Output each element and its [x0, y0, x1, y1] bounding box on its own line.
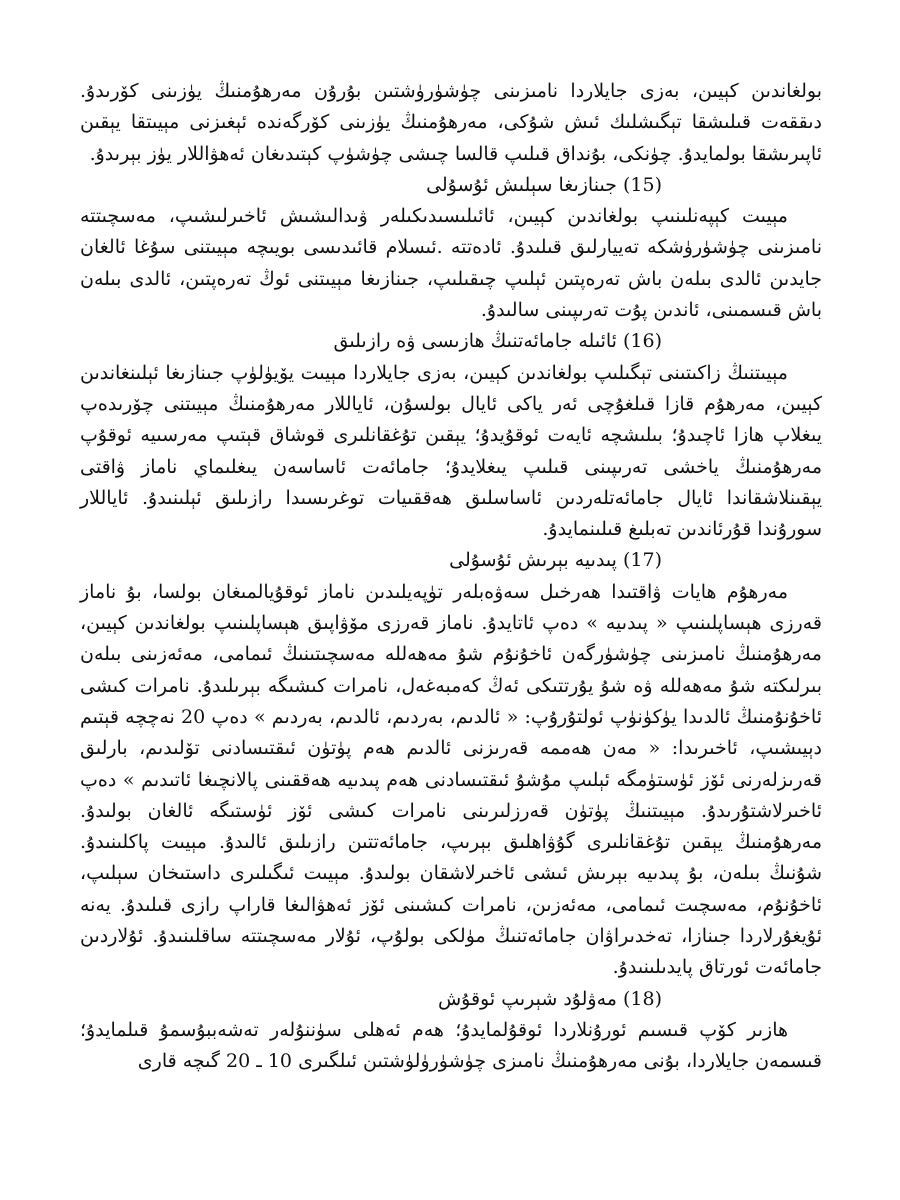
paragraph-bier-placement: مېيىت كېپەنلىنىپ بولغاندىن كېيىن، ئائىلىسىدىكىلەر ۋىدالىشىش ئاخىرلىشىپ، مەسچىتتە نامىزىنى چۈشۈرۈشكە تەييارلىق قىلىدۇ. ئادەتتە .ئىسلام قائىدىسى بويىچە مېيىتنى سۇغا ئالغان جايدىن ئالدى بىلەن باش تەرەپتىن ئېلىپ چىقىلىپ، جىنازىغا مېيىتنى ئوڭ تەرەپتىن، ئالدى بىلەن باش قىسمىنى، ئاندىن پۇت تەرىپىنى سالىدۇ.: [80, 205, 822, 322]
section-heading-18: (18) مەۋلۇد شېرىپ ئوقۇش: [437, 987, 662, 1010]
paragraph-burial-viewing: بولغاندىن كېيىن، بەزى جايلاردا نامىزىنى چۈشۈرۈشتىن بۇرۇن مەرھۇمنىڭ يۈزىنى كۆرىدۇ. دىققەت قىلىشقا تېگىشلىك ئىش شۇكى، مەرھۇمنىڭ يۈزىنى كۆرگەندە ئېغىزنى مېيىتقا يېقىن ئاپىرىشقا بولمايدۇ. چۈنكى، بۇنداق قىلىپ قالسا چىشى چۈشۈپ كېتىدىغان ئەھۋاللار يۈز بېرىدۇ.: [80, 80, 822, 165]
paragraph-fidya-method: مەرھۇم ھايات ۋاقتىدا ھەرخىل سەۋەبلەر تۈپەيلىدىن ناماز ئوقۇيالمىغان بولسا، بۇ ناماز قەرزى ھېساپلىنىپ « پىدىيە » دەپ ئاتايدۇ. ناماز قەرزى مۆۋاپىق ھېساپلىنىپ بولغاندىن كېيىن، مەرھۇمنىڭ نامىزىنى چۈشۈرگەن ئاخۇنۇم شۇ مەھەللە مەسچىتىنىڭ ئىمامى، مەئەزىنى بىلەن بىرلىكتە شۇ مەھەللە ۋە شۇ يۇرتتىكى ئەڭ كەمبەغەل، نامرات كىشىگە بېرىلىدۇ. نامرات كىشى ئاخۇنۇمنىڭ ئالدىدا يۈكۈنۈپ ئولتۇرۇپ: « ئالدىم، بەردىم، ئالدىم، بەردىم » دەپ 20 نەچچە قېتىم دېيىشىپ، ئاخىرىدا: « مەن ھەممە قەرىزنى ئالدىم ھەم پۈتۈن ئىقتىسادنى تۆلىدىم، بارلىق قەرىزلەرنى ئۆز ئۈستۈمگە ئېلىپ مۇشۇ ئىقتىسادنى ھەم پىدىيە ھەققىنى پالانچىغا ئاتىدىم » دەپ ئاخىرلاشتۇرىدۇ. مېيىتنىڭ پۈتۈن قەرزلىرىنى نامرات كىشى ئۆز ئۈستىگە ئالغان بولىدۇ. مەرھۇمنىڭ يېقىن تۇغقانلىرى گۇۋاھلىق بېرىپ، جامائەتتىن رازىلىق ئالىدۇ. مېيىت پاكلىنىدۇ. شۇنىڭ بىلەن، بۇ پىدىيە بېرىش ئىشى ئاخىرلاشقان بولىدۇ. مېيىت ئىگىلىرى داستىخان سېلىپ، ئاخۇنۇم، مەسچىت ئىمامى، مەئەزىن، نامرات كىشىنى ئۆز ئەھۋالىغا قاراپ رازى قىلىدۇ. يەنە ئۇيغۇرلاردا جىنازا، تەخدىراۋان جامائەتنىڭ مۈلكى بولۇپ، ئۇلار مەسچىتتە ساقلىنىدۇ. ئۇلاردىن جامائەت ئورتاق پايدىلىنىدۇ.: [80, 580, 822, 979]
section-heading-17: (17) پىدىيە بېرىش ئۇسۇلى: [449, 549, 662, 572]
paragraph-family-mourning: مېيىتنىڭ زاكىتىنى تېگىلىپ بولغاندىن كېيىن، بەزى جايلاردا مېيىت يۆيۈلۈپ جىنازىغا ئېلىنغاندىن كېيىن، مەرھۇم قازا قىلغۇچى ئەر ياكى ئايال بولسۇن، ئاياللار مەرھۇمنىڭ مېيىتنى چۆرىدەپ يىغلاپ ھازا ئاچىدۇ؛ بىلىشچە ئايەت ئوقۇيدۇ؛ يېقىن تۇغقانلىرى قوشاق قېتىپ مەرسىيە ئوقۇپ مەرھۇمنىڭ ياخشى تەرىپىنى قىلىپ يىغلايدۇ؛ جامائەت ئاساسەن يىغلىماي ناماز ۋاقتى يېقىنلاشقاندا ئايال جامائەتلەردىن ئاساسلىق ھەققىيات توغرىسىدا رازىلىق ئېلىنىدۇ. ئاياللار سورۇندا قۇرئاندىن تەبلىغ قىلىنمايدۇ.: [80, 361, 822, 541]
paragraph-mawlid-reading: ھازىر كۆپ قىسىم ئورۇنلاردا ئوقۇلمايدۇ؛ ھەم ئەھلى سۈننۇلەر تەشەببۇسمۇ قىلمايدۇ؛ قىسمەن جايلاردا، بۇنى مەرھۇمنىڭ نامىزى چۈشۈرۈلۈشتىن ئىلگىرى 10 ـ 20 گىچە قارى: [80, 1018, 822, 1073]
section-heading-15: (15) جىنازىغا سېلىش ئۇسۇلى: [426, 173, 662, 196]
section-heading-16: (16) ئائىلە جامائەتنىڭ ھازىسى ۋە رازىلىق: [333, 330, 662, 353]
